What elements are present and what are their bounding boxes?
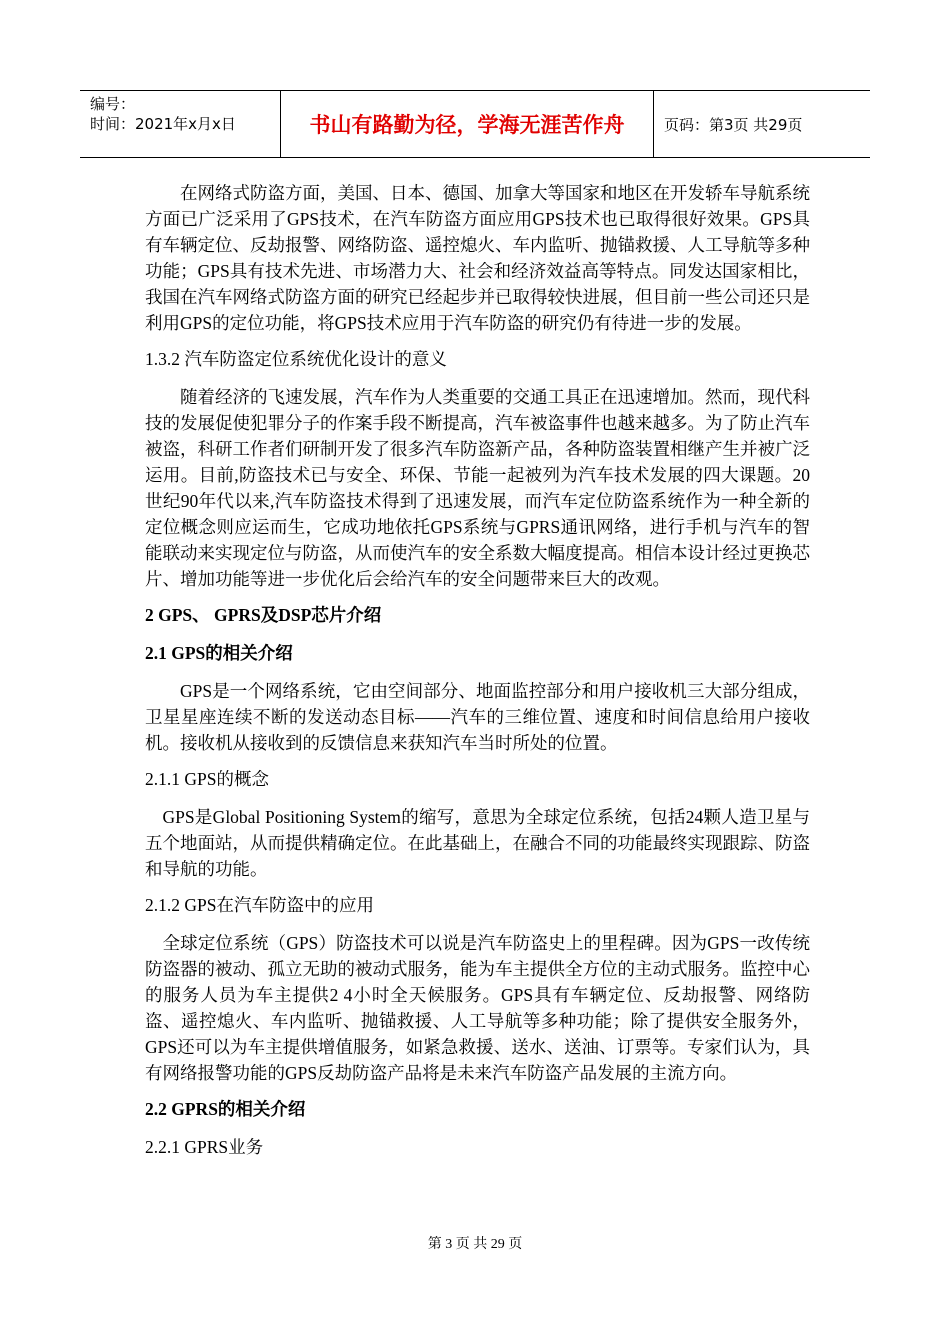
paragraph-gps-intro: GPS是一个网络系统，它由空间部分、地面监控部分和用户接收机三大部分组成，卫星星座连续不断的发送动态目标——汽车的三维位置、速度和时间信息给用户接收机。接收机从接收到的反馈信息来获知汽车当时所处的位置。 — [145, 681, 810, 753]
section-heading-2-1-2: 2.1.2 GPS在汽车防盗中的应用 — [145, 895, 374, 915]
paragraph-design-significance: 随着经济的飞速发展，汽车作为人类重要的交通工具正在迅速增加。然而，现代科技的发展促使犯罪分子的作案手段不断提高，汽车被盗事件也越来越多。为了防止汽车被盗，科研工作者们研制开发了很多汽车防盗新产品，各种防盗装置相继产生并被广泛运用。目前,防盗技术已与安全、环保、节能一起被列为汽车技术发展的四大课题。20世纪90年代以来,汽车防盗技术得到了迅速发展，而汽车定位防盗系统作为一种全新的定位概念则应运而生，它成功地依托GPS系统与GPRS通讯网络，进行手机与汽车的智能联动来实现定位与防盗，从而使汽车的安全系数大幅度提高。相信本设计经过更换芯片、增加功能等进一步优化后会给汽车的安全问题带来巨大的改观。 — [145, 387, 810, 589]
section-heading-2-2-1: 2.2.1 GPRS业务 — [145, 1137, 264, 1157]
document-number-label: 编号： — [90, 95, 136, 113]
header-page-info: 页码：第3页 共29页 — [664, 115, 803, 134]
section-heading-2-1-1: 2.1.1 GPS的概念 — [145, 769, 269, 789]
page-footer: 第 3 页 共 29 页 — [427, 1237, 523, 1252]
section-heading-2-1: 2.1 GPS的相关介绍 — [145, 643, 293, 663]
chapter-heading-2: 2 GPS、 GPRS及DSP芯片介绍 — [145, 605, 382, 625]
document-body — [145, 180, 810, 1172]
paragraph-gps-concept: GPS是Global Positioning System的缩写，意思为全球定位系统，包括24颗人造卫星与五个地面站，从而提供精确定位。在此基础上，在融合不同的功能最终实现跟踪、防盗和导航的功能。 — [145, 807, 810, 879]
section-heading-2-2: 2.2 GPRS的相关介绍 — [145, 1099, 306, 1119]
document-header — [80, 90, 870, 158]
header-motto: 书山有路勤为径，学海无涯苦作舟 — [281, 91, 654, 157]
paragraph-gps-application: 全球定位系统（GPS）防盗技术可以说是汽车防盗史上的里程碑。因为GPS一改传统防盗器的被动、孤立无助的被动式服务，能为车主提供全方位的主动式服务。监控中心的服务人员为车主提供2 4小时全天候服务。GPS具有车辆定位、反劫报警、网络防盗、遥控熄火、车内监听、抛锚救援、人工导航等多种功能；除了提供安全服务外，GPS还可以为车主提供增值服务，如紧急救援、送水、送油、订票等。专家们认为，具有网络报警功能的GPS反劫防盗产品将是未来汽车防盗产品发展的主流方向。 — [145, 933, 810, 1083]
header-meta-cell — [80, 91, 281, 157]
paragraph-network-anti-theft: 在网络式防盗方面，美国、日本、德国、加拿大等国家和地区在开发轿车导航系统方面已广泛采用了GPS技术，在汽车防盗方面应用GPS技术也已取得很好效果。GPS具有车辆定位、反劫报警、网络防盗、遥控熄火、车内监听、抛锚救援、人工导航等多种功能；GPS具有技术先进、市场潜力大、社会和经济效益高等特点。同发达国家相比，我国在汽车网络式防盗方面的研究已经起步并已取得较快进展，但目前一些公司还只是利用GPS的定位功能，将GPS技术应用于汽车防盗的研究仍有待进一步的发展。 — [145, 183, 810, 333]
section-heading-1-3-2: 1.3.2 汽车防盗定位系统优化设计的意义 — [145, 349, 447, 369]
document-time-label: 时间：2021年x月x日 — [90, 115, 236, 133]
